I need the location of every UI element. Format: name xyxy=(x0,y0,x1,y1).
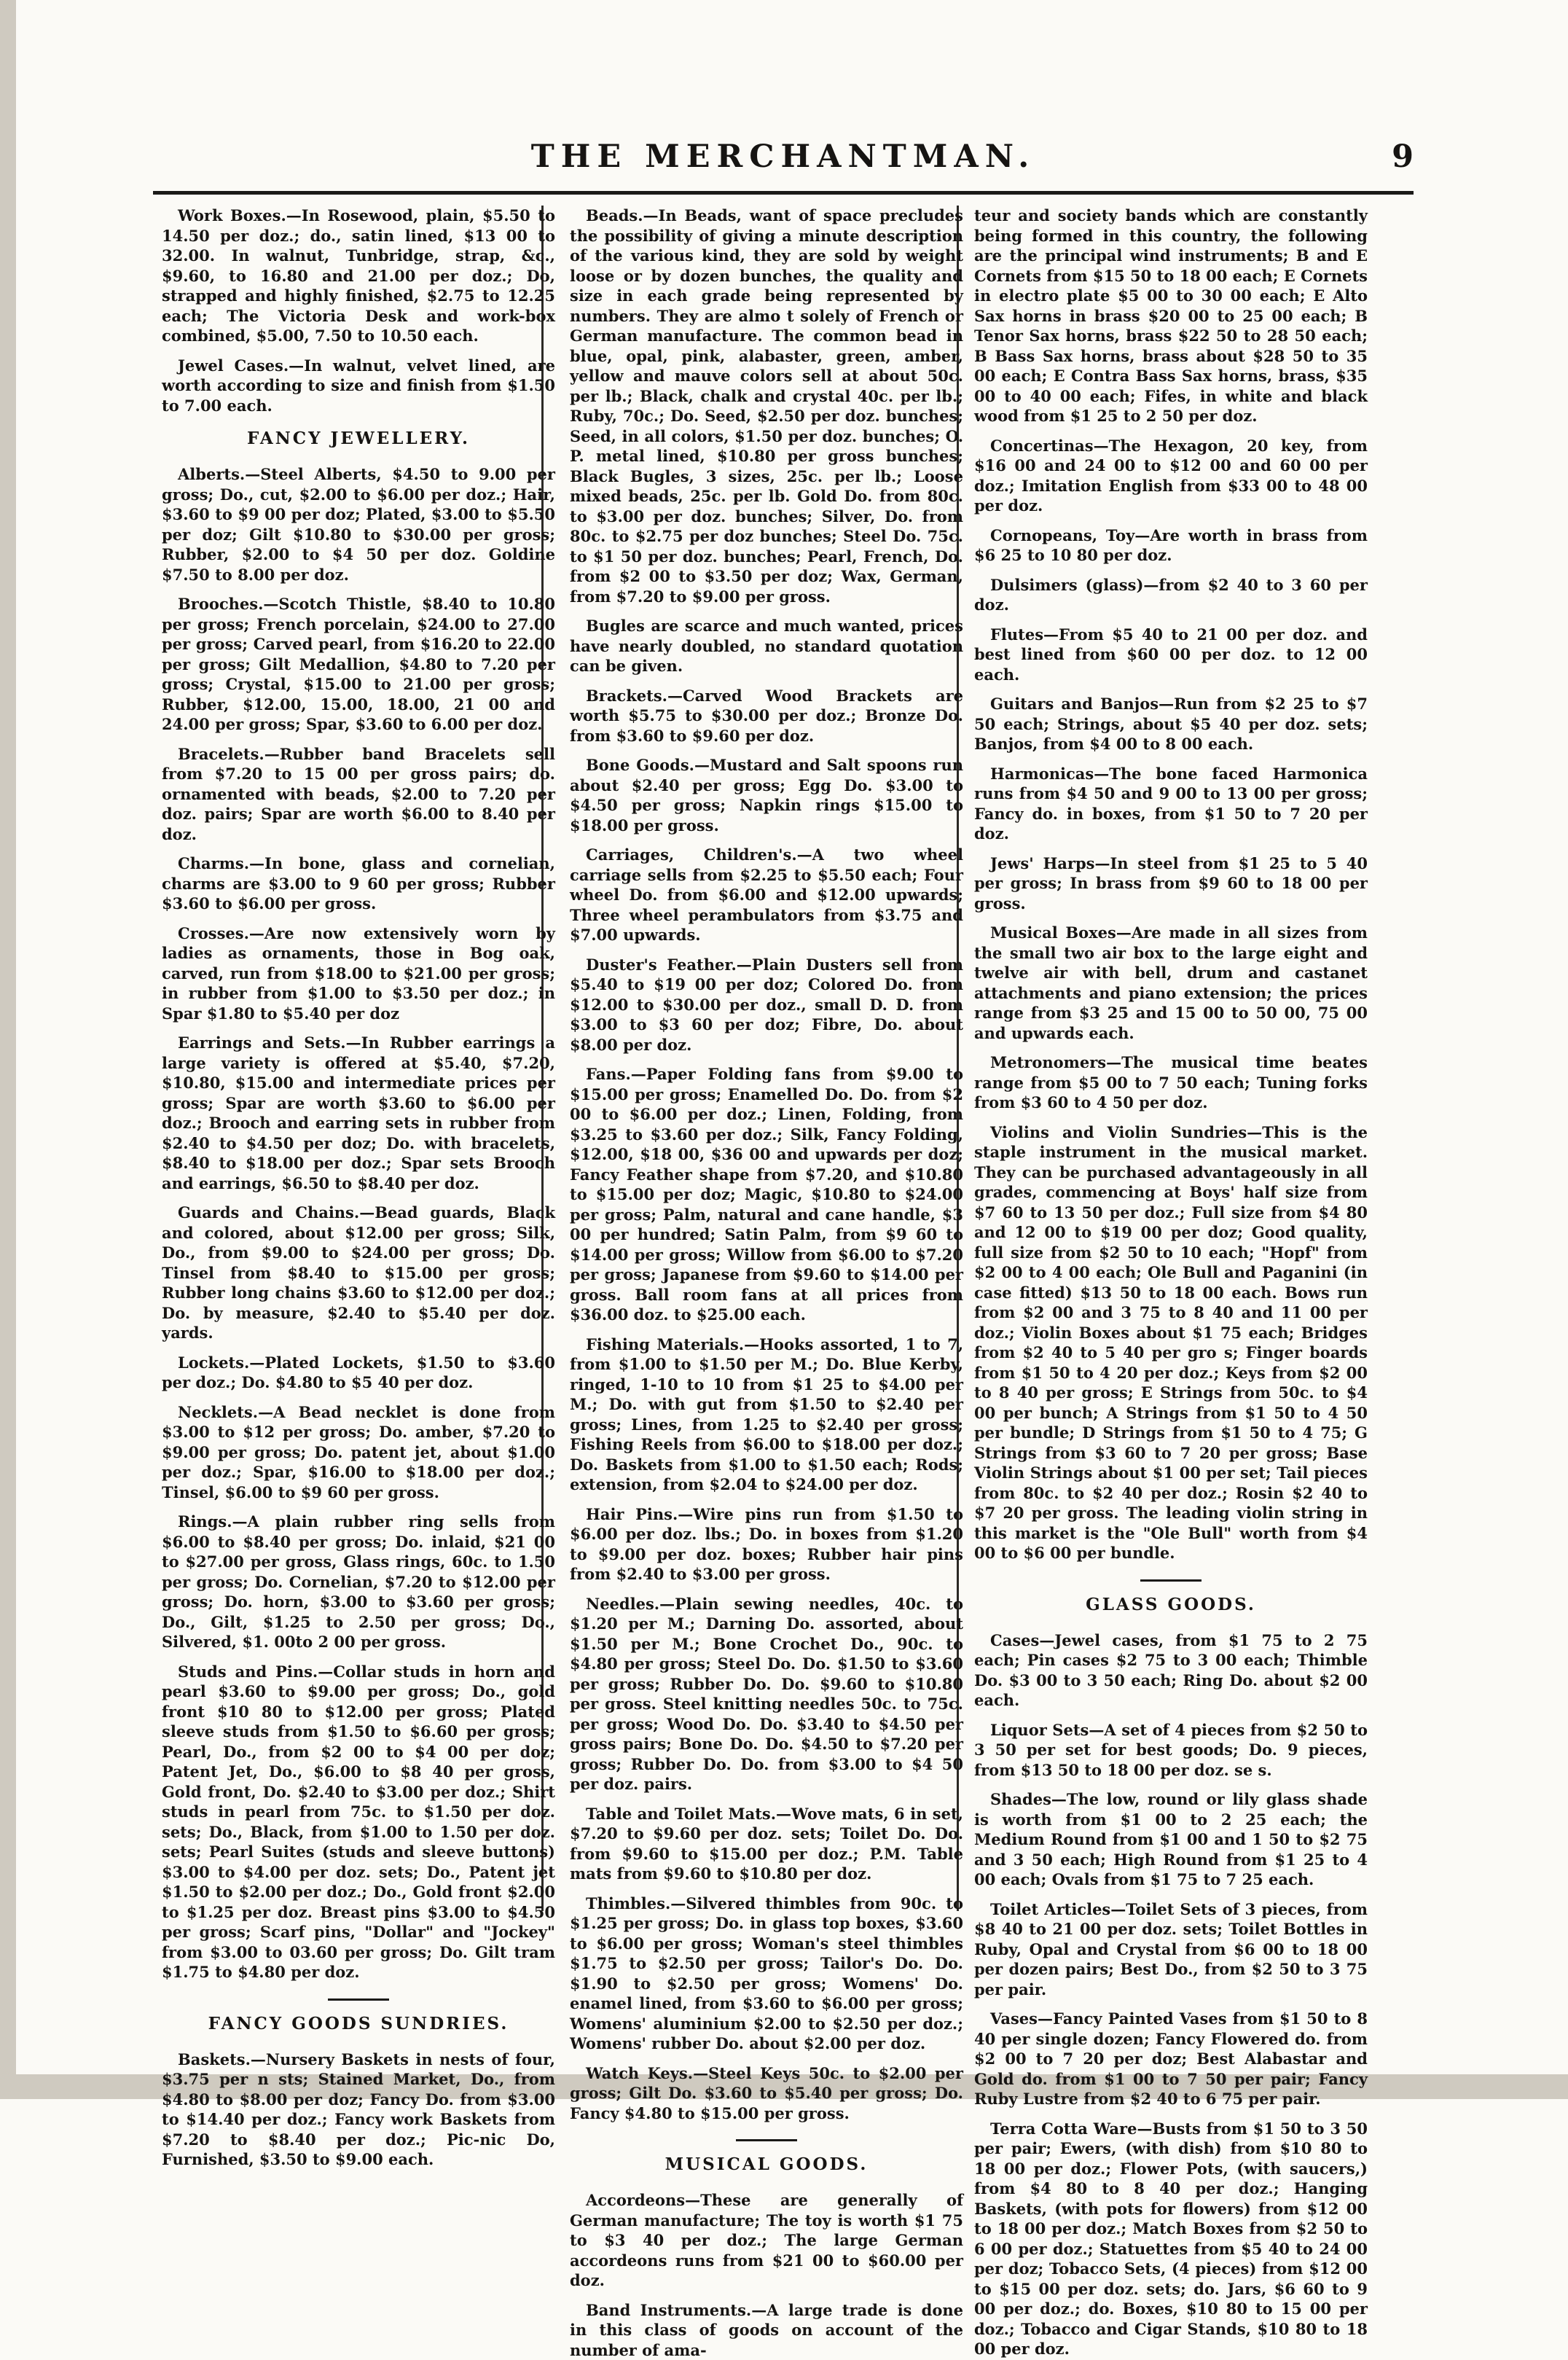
entry-fishing-materials: Fishing Materials.—Hooks assorted, 1 to 7, from $1.00 to $1.50 per M.; Do. Blue Kerby, ringed, 1-10 to 10 from $1 25 to $4.00 per M.; Do. with gut from $1.50 to $2.40 per gross; Lines, from 1.25 to $2.40 per gross; Fishing Reels from $6.00 to $18.00 per doz.; Do. Baskets from $1.00 to $1.50 each; Rods; extension, from $2.04 to $24.00 per doz. xyxy=(570,1335,963,1495)
section-separator xyxy=(328,1998,389,2001)
entry-hair-pins: Hair Pins.—Wire pins run from $1.50 to $6.00 per doz. lbs.; Do. in boxes from $1.20 to $9.00 per doz. boxes; Rubber hair pins from $2.40 to $3.00 per gross. xyxy=(570,1504,963,1585)
entry-beads: Beads.—In Beads, want of space precludes the possibility of giving a minute description of the various kind, they are sold by weight loose or by dozen bunches, the quality and size in each grade being represented by numbers. They are almo t solely of French or German manufacture. The common bead in blue, opal, pink, alabaster, green, amber, yellow and mauve colors sell at about 50c. per lb.; Black, chalk and crystal 40c. per lb.; Ruby, 70c.; Do. Seed, $2.50 per doz. bunches; Seed, in all colors, $1.50 per doz. bunches; O. P. metal lined, $10.80 per gross bunches; Black Bugles, 3 sizes, 25c. per lb.; Loose mixed beads, 25c. per lb. Gold Do. from 80c. to $3.00 per doz. bunches; Silver, Do. from 80c. to $2.75 per doz bunches; Steel Do. 75c. to $1 50 per doz. bunches; Pearl, French, Do. from $2 00 to $3.50 per doz; Wax, German, from $7.20 to $9.00 per gross. xyxy=(570,206,963,606)
entry-baskets: Baskets.—Nursery Baskets in nests of four, $3.75 per n sts; Stained Market, Do., from $4.80 to $8.00 per doz; Fancy Do. from $3.00 to $14.40 per doz.; Fancy work Baskets from $7.20 to $8.40 per doz.; Pic-nic Do, Furnished, $3.50 to $9.00 each. xyxy=(162,2050,555,2170)
entry-bugles: Bugles are scarce and much wanted, prices have nearly doubled, no standard quotation can be given. xyxy=(570,616,963,676)
entry-metronomers: Metronomers—The musical time beates range from $5 00 to 7 50 each; Tuning forks from $3 60 to 4 50 per doz. xyxy=(974,1052,1368,1113)
entry-vases: Vases—Fancy Painted Vases from $1 50 to 8 40 per single dozen; Fancy Flowered do. from $2 00 to 7 20 per doz; Best Alabastar and Gold do. from $1 00 to 7 50 per pair; Fancy Ruby Lustre from $2 40 to 6 75 per pair. xyxy=(974,2009,1368,2109)
entry-musical-boxes: Musical Boxes—Are made in all sizes from the small two air box to the large eight and twelve air with bell, drum and castanet attachments and piano extension; the prices range from $3 25 and 15 00 to 50 00, 75 00 and upwards each. xyxy=(974,923,1368,1043)
entry-flutes: Flutes—From $5 40 to 21 00 per doz. and best lined from $60 00 per doz. to 12 00 each. xyxy=(974,625,1368,685)
section-heading-musical-goods: MUSICAL GOODS. xyxy=(570,2154,963,2174)
entry-bracelets: Bracelets.—Rubber band Bracelets sell from $7.20 to 15 00 per gross pairs; do. ornamented with beads, $2.00 to 7.20 per doz. pairs; Spar are worth $6.00 to 8.40 per doz. xyxy=(162,744,555,845)
entry-accordeons: Accordeons—These are generally of German manufacture; The toy is worth $1 75 to $3 40 per doz.; The large German accordeons runs from $21 00 to $60.00 per doz. xyxy=(570,2190,963,2291)
entry-carriages: Carriages, Children's.—A two wheel carriage sells from $2.25 to $5.50 each; Four wheel Do. from $6.00 and $12.00 upwards; Three wheel perambulators from $3.75 and $7.00 upwards. xyxy=(570,845,963,945)
entry-bone-goods: Bone Goods.—Mustard and Salt spoons run about $2.40 per gross; Egg Do. $3.00 to $4.50 per gross; Napkin rings $15.00 to $18.00 per gross. xyxy=(570,755,963,835)
entry-earrings-and-sets: Earrings and Sets.—In Rubber earrings a large variety is offered at $5.40, $7.20, $10.80, $15.00 and intermediate prices per gross; Spar are worth $3.60 to $6.00 per doz.; Brooch and earring sets in rubber from $2.40 to $4.50 per doz; Do. with bracelets, $8.40 to $18.00 per doz.; Spar sets Brooch and earrings, $6.50 to $8.40 per doz. xyxy=(162,1033,555,1193)
entry-guards-and-chains: Guards and Chains.—Bead guards, Black and colored, about $12.00 per gross; Silk, Do., from $9.00 to $24.00 per gross; Do. Tinsel from $8.40 to $15.00 per gross; Rubber long chains $3.60 to $12.00 per doz.; Do. by measure, $2.40 to $5.40 per doz. yards. xyxy=(162,1203,555,1343)
entry-table-toilet-mats: Table and Toilet Mats.—Wove mats, 6 in set, $7.20 to $9.60 per doz. sets; Toilet Do. Do. from $9.60 to $15.00 per doz.; P.M. Table mats from $9.60 to $10.80 per doz. xyxy=(570,1804,963,1884)
entry-terra-cotta-ware: Terra Cotta Ware—Busts from $1 50 to 3 50 per pair; Ewers, (with dish) from $10 80 to 18 00 per doz.; Flower Pots, (with saucers,) from $4 80 to 8 40 per doz.; Hanging Baskets, (with pots for flowers) from $12 00 to 18 00 per doz.; Match Boxes from $2 50 to 6 00 per doz.; Statuettes from $5 40 to 24 00 per doz; Tobacco Sets, (4 pieces) from $12 00 to $15 00 per doz. sets; do. Jars, $6 60 to 9 00 per doz.; do. Boxes, $10 80 to 15 00 per doz.; Tobacco and Cigar Stands, $10 80 to 18 00 per doz. xyxy=(974,2119,1368,2359)
entry-charms: Charms.—In bone, glass and cornelian, charms are $3.00 to 9 60 per gross; Rubber $3.60 to $6.00 per gross. xyxy=(162,853,555,914)
entry-work-boxes: Work Boxes.—In Rosewood, plain, $5.50 to 14.50 per doz.; do., satin lined, $13 00 to 32.00. In walnut, Tunbridge, strap, &c., $9.60, to 16.80 and 21.00 per doz.; Do, strapped and highly finished, $2.75 to 12.25 each; The Victoria Desk and work-box combined, $5.00, 7.50 to 10.50 each. xyxy=(162,206,555,346)
scan-edge-left xyxy=(0,0,16,2099)
entry-watch-keys: Watch Keys.—Steel Keys 50c. to $2.00 per gross; Gilt Do. $3.60 to $5.40 per gross; Do. Fancy $4.80 to $15.00 per gross. xyxy=(570,2063,963,2124)
section-heading-glass-goods: GLASS GOODS. xyxy=(974,1595,1368,1614)
entry-toilet-articles: Toilet Articles—Toilet Sets of 3 pieces, from $8 40 to 21 00 per doz. sets; Toilet Bottles in Ruby, Opal and Crystal from $6 00 to 18 00 per dozen pairs; Best Do., from $2 50 to 3 75 per pair. xyxy=(974,1899,1368,2000)
entry-dusters: Duster's Feather.—Plain Dusters sell from $5.40 to $19 00 per doz; Colored Do. from $12.00 to $30.00 per doz., small D. D. from $3.00 to $3 60 per doz; Fibre, Do. about $8.00 per doz. xyxy=(570,955,963,1055)
column-1 xyxy=(162,206,555,1911)
entry-needles: Needles.—Plain sewing needles, 40c. to $1.20 per M.; Darning Do. assorted, about $1.50 per M.; Bone Crochet Do., 90c. to $4.80 per gross; Steel Do. Do. $1.50 to $3.60 per gross; Rubber Do. Do. $9.60 to $10.80 per gross. Steel knitting needles 50c. to 75c. per gross; Wood Do. Do. $3.40 to $4.50 per gross pairs; Bone Do. Do. $4.50 to $7.20 per gross; Rubber Do. Do. from $3.00 to $4 50 per doz. pairs. xyxy=(570,1594,963,1794)
entry-thimbles: Thimbles.—Silvered thimbles from 90c. to $1.25 per gross; Do. in glass top boxes, $3.60 to $6.00 per gross; Woman's steel thimbles $1.75 to $2.50 per gross; Tailor's Do. Do. $1.90 to $2.50 per gross; Womens' Do. enamel lined, from $3.60 to $6.00 per gross; Womens' aluminium $2.00 to $2.50 per doz.; Womens' rubber Do. about $2.00 per doz. xyxy=(570,1894,963,2054)
entry-lockets: Lockets.—Plated Lockets, $1.50 to $3.60 per doz.; Do. $4.80 to $5 40 per doz. xyxy=(162,1353,555,1393)
header-rule xyxy=(153,191,1414,195)
entry-cornopeans: Cornopeans, Toy—Are worth in brass from $6 25 to 10 80 per doz. xyxy=(974,525,1368,566)
entry-shades: Shades—The low, round or lily glass shade is worth from $1 00 to 2 25 each; the Medium Round from $1 00 and 1 50 to $2 75 and 3 50 each; High Round from $1 25 to 4 00 each; Ovals from $1 75 to 7 25 each. xyxy=(974,1789,1368,1890)
entry-brooches: Brooches.—Scotch Thistle, $8.40 to 10.80 per gross; French porcelain, $24.00 to 27.00 per gross; Carved pearl, from $16.20 to 22.00 per gross; Gilt Medallion, $4.80 to 7.20 per gross; Crystal, $15.00 to 21.00 per gross; Rubber, $12.00, 15.00, 18.00, 21 00 and 24.00 per gross; Spar, $3.60 to 6.00 per doz. xyxy=(162,594,555,735)
column-3 xyxy=(974,206,1368,1911)
entry-brackets: Brackets.—Carved Wood Brackets are worth $5.75 to $30.00 per doz.; Bronze Do. from $3.60 to $9.60 per doz. xyxy=(570,686,963,746)
entry-alberts: Alberts.—Steel Alberts, $4.50 to 9.00 per gross; Do., cut, $2.00 to $6.00 per doz.; Hair, $3.60 to $9 00 per doz; Plated, $3.00 to $5.50 per doz; Gilt $10.80 to $30.00 per gross; Rubber, $2.00 to $4 50 per doz. Goldine $7.50 to 8.00 per doz. xyxy=(162,464,555,585)
entry-liquor-sets: Liquor Sets—A set of 4 pieces from $2 50 to 3 50 per set for best goods; Do. 9 pieces, from $13 50 to 18 00 per doz. se s. xyxy=(974,1720,1368,1781)
entry-jews-harps: Jews' Harps—In steel from $1 25 to 5 40 per gross; In brass from $9 60 to 18 00 per gross. xyxy=(974,853,1368,914)
entry-guitars-banjos: Guitars and Banjos—Run from $2 25 to $7 50 each; Strings, about $5 40 per doz. sets; Banjos, from $4 00 to 8 00 each. xyxy=(974,694,1368,754)
column-2 xyxy=(570,206,963,1911)
entry-studs-and-pins: Studs and Pins.—Collar studs in horn and pearl $3.60 to $9.00 per gross; Do., gold front $10 80 to $12.00 per gross; Plated sleeve studs from $1.50 to $6.60 per gross; Pearl, Do., from $2 00 to $4 00 per doz; Patent Jet, Do., $6.00 to $8 40 per gross, Gold front, Do. $2.40 to $3.00 per doz.; Shirt studs in pearl from 75c. to $1.50 per doz. sets; Do., Black, from $1.00 to 1.50 per doz. sets; Pearl Suites (studs and sleeve buttons) $3.00 to $4.00 per doz. sets; Do., Patent jet $1.50 to $2.00 per doz.; Do., Gold front $2.00 to $1.25 per doz. Breast pins $3.00 to $4.50 per gross; Scarf pins, "Dollar" and "Jockey" from $3.00 to 03.60 per gross; Do. Gilt tram $1.75 to $4.80 per doz. xyxy=(162,1662,555,1982)
entry-band-instruments-cont: teur and society bands which are constantly being formed in this country, the following are the principal wind instruments; B and E Cornets from $15 50 to 18 00 each; E Cornets in electro plate $5 00 to 30 00 each; E Alto Sax horns in brass $20 00 to 25 00 each; B Tenor Sax horns, brass $22 50 to 28 50 each; B Bass Sax horns, brass about $28 50 to 35 00 each; E Contra Bass Sax horns, brass, $35 00 to 40 00 each; Fifes, in white and black wood from $1 25 to 2 50 per doz. xyxy=(974,206,1368,426)
entry-crosses: Crosses.—Are now extensively worn by ladies as ornaments, those in Bog oak, carved, run from $18.00 to $21.00 per gross; in rubber from $1.00 to $3.50 per doz.; in Spar $1.80 to $5.40 per doz xyxy=(162,923,555,1024)
entry-jewel-cases: Jewel Cases.—In walnut, velvet lined, are worth according to size and finish from $1.50 to 7.00 each. xyxy=(162,356,555,416)
masthead-title: THE MERCHANTMAN. xyxy=(153,138,1414,175)
entry-violins: Violins and Violin Sundries—This is the staple instrument in the musical market. They can be purchased advantageously in all grades, commencing at Boys' half size from $7 60 to 13 50 per doz.; Full size from $4 80 and 12 00 to $19 00 per doz; Good quality, full size from $2 50 to 10 each; "Hopf" from $2 00 to 4 00 each; Ole Bull and Paganini (in case fitted) $13 50 to 18 00 each. Bows run from $2 00 and 3 75 to 8 40 and 11 00 per doz.; Violin Boxes about $1 75 each; Bridges from $2 40 to 5 40 per gro s; Finger boards from $1 50 to 4 20 per doz.; Keys from $2 00 to 8 40 per gross; E Strings from 50c. to $4 00 per bunch; A Strings from $1 50 to 4 50 per bundle; D Strings from $1 50 to 4 75; G Strings from $3 60 to 7 20 per gross; Base Violin Strings about $1 00 per set; Tail pieces from 80c. to $2 40 per doz.; Rosin $2 40 to $7 20 per gross. The leading violin string in this market is the "Ole Bull" worth from $4 00 to $6 00 per bundle. xyxy=(974,1122,1368,1563)
entry-band-instruments: Band Instruments.—A large trade is done in this class of goods on account of the number of ama- xyxy=(570,2300,963,2360)
entry-harmonicas: Harmonicas—The bone faced Harmonica runs from $4 50 and 9 00 to 13 00 per gross; Fancy do. in boxes, from $1 50 to 7 20 per doz. xyxy=(974,764,1368,844)
entry-dulsimers: Dulsimers (glass)—from $2 40 to 3 60 per doz. xyxy=(974,575,1368,615)
entry-concertinas: Concertinas—The Hexagon, 20 key, from $16 00 and 24 00 to $12 00 and 60 00 per doz.; Imitation English from $33 00 to 48 00 per doz. xyxy=(974,436,1368,516)
page-header xyxy=(153,138,1414,182)
entry-fans: Fans.—Paper Folding fans from $9.00 to $15.00 per gross; Enamelled Do. Do. from $2 00 to $6.00 per doz.; Linen, Folding, from $3.25 to $3.60 per doz.; Silk, Fancy Folding, $12.00, $18 00, $36 00 and upwards per doz; Fancy Feather shape from $7.20, and $10.80 to $15.00 per doz; Magic, $10.80 to $24.00 per gross; Palm, natural and cane handle, $3 00 per hundred; Satin Palm, from $9 60 to $14.00 per gross; Willow from $6.00 to $7.20 per gross; Japanese from $9.60 to $14.00 per gross. Ball room fans at all prices from $36.00 doz. to $25.00 each. xyxy=(570,1064,963,1325)
section-separator xyxy=(1140,1579,1202,1582)
section-separator xyxy=(736,2139,797,2141)
entry-cases: Cases—Jewel cases, from $1 75 to 2 75 each; Pin cases $2 75 to 3 00 each; Thimble Do. $3 00 to 3 50 each; Ring Do. about $2 00 each. xyxy=(974,1630,1368,1711)
section-heading-fancy-jewellery: FANCY JEWELLERY. xyxy=(162,429,555,448)
page-number: 9 xyxy=(1392,138,1414,175)
section-heading-fancy-goods-sundries: FANCY GOODS SUNDRIES. xyxy=(162,2014,555,2033)
entry-necklets: Necklets.—A Bead necklet is done from $3.00 to $12 per gross; Do. amber, $7.20 to $9.00 per gross; Do. patent jet, about $1.00 per doz.; Spar, $16.00 to $18.00 per doz.; Tinsel, $6.00 to $9 60 per gross. xyxy=(162,1402,555,1503)
entry-rings: Rings.—A plain rubber ring sells from $6.00 to $8.40 per gross; Do. inlaid, $21 00 to $27.00 per gross, Glass rings, 60c. to 1.50 per gross; Do. Cornelian, $7.20 to $12.00 per gross; Do. horn, $3.00 to $3.60 per gross; Do., Gilt, $1.25 to 2.50 per gross; Do., Silvered, $1. 00to 2 00 per gross. xyxy=(162,1512,555,1652)
